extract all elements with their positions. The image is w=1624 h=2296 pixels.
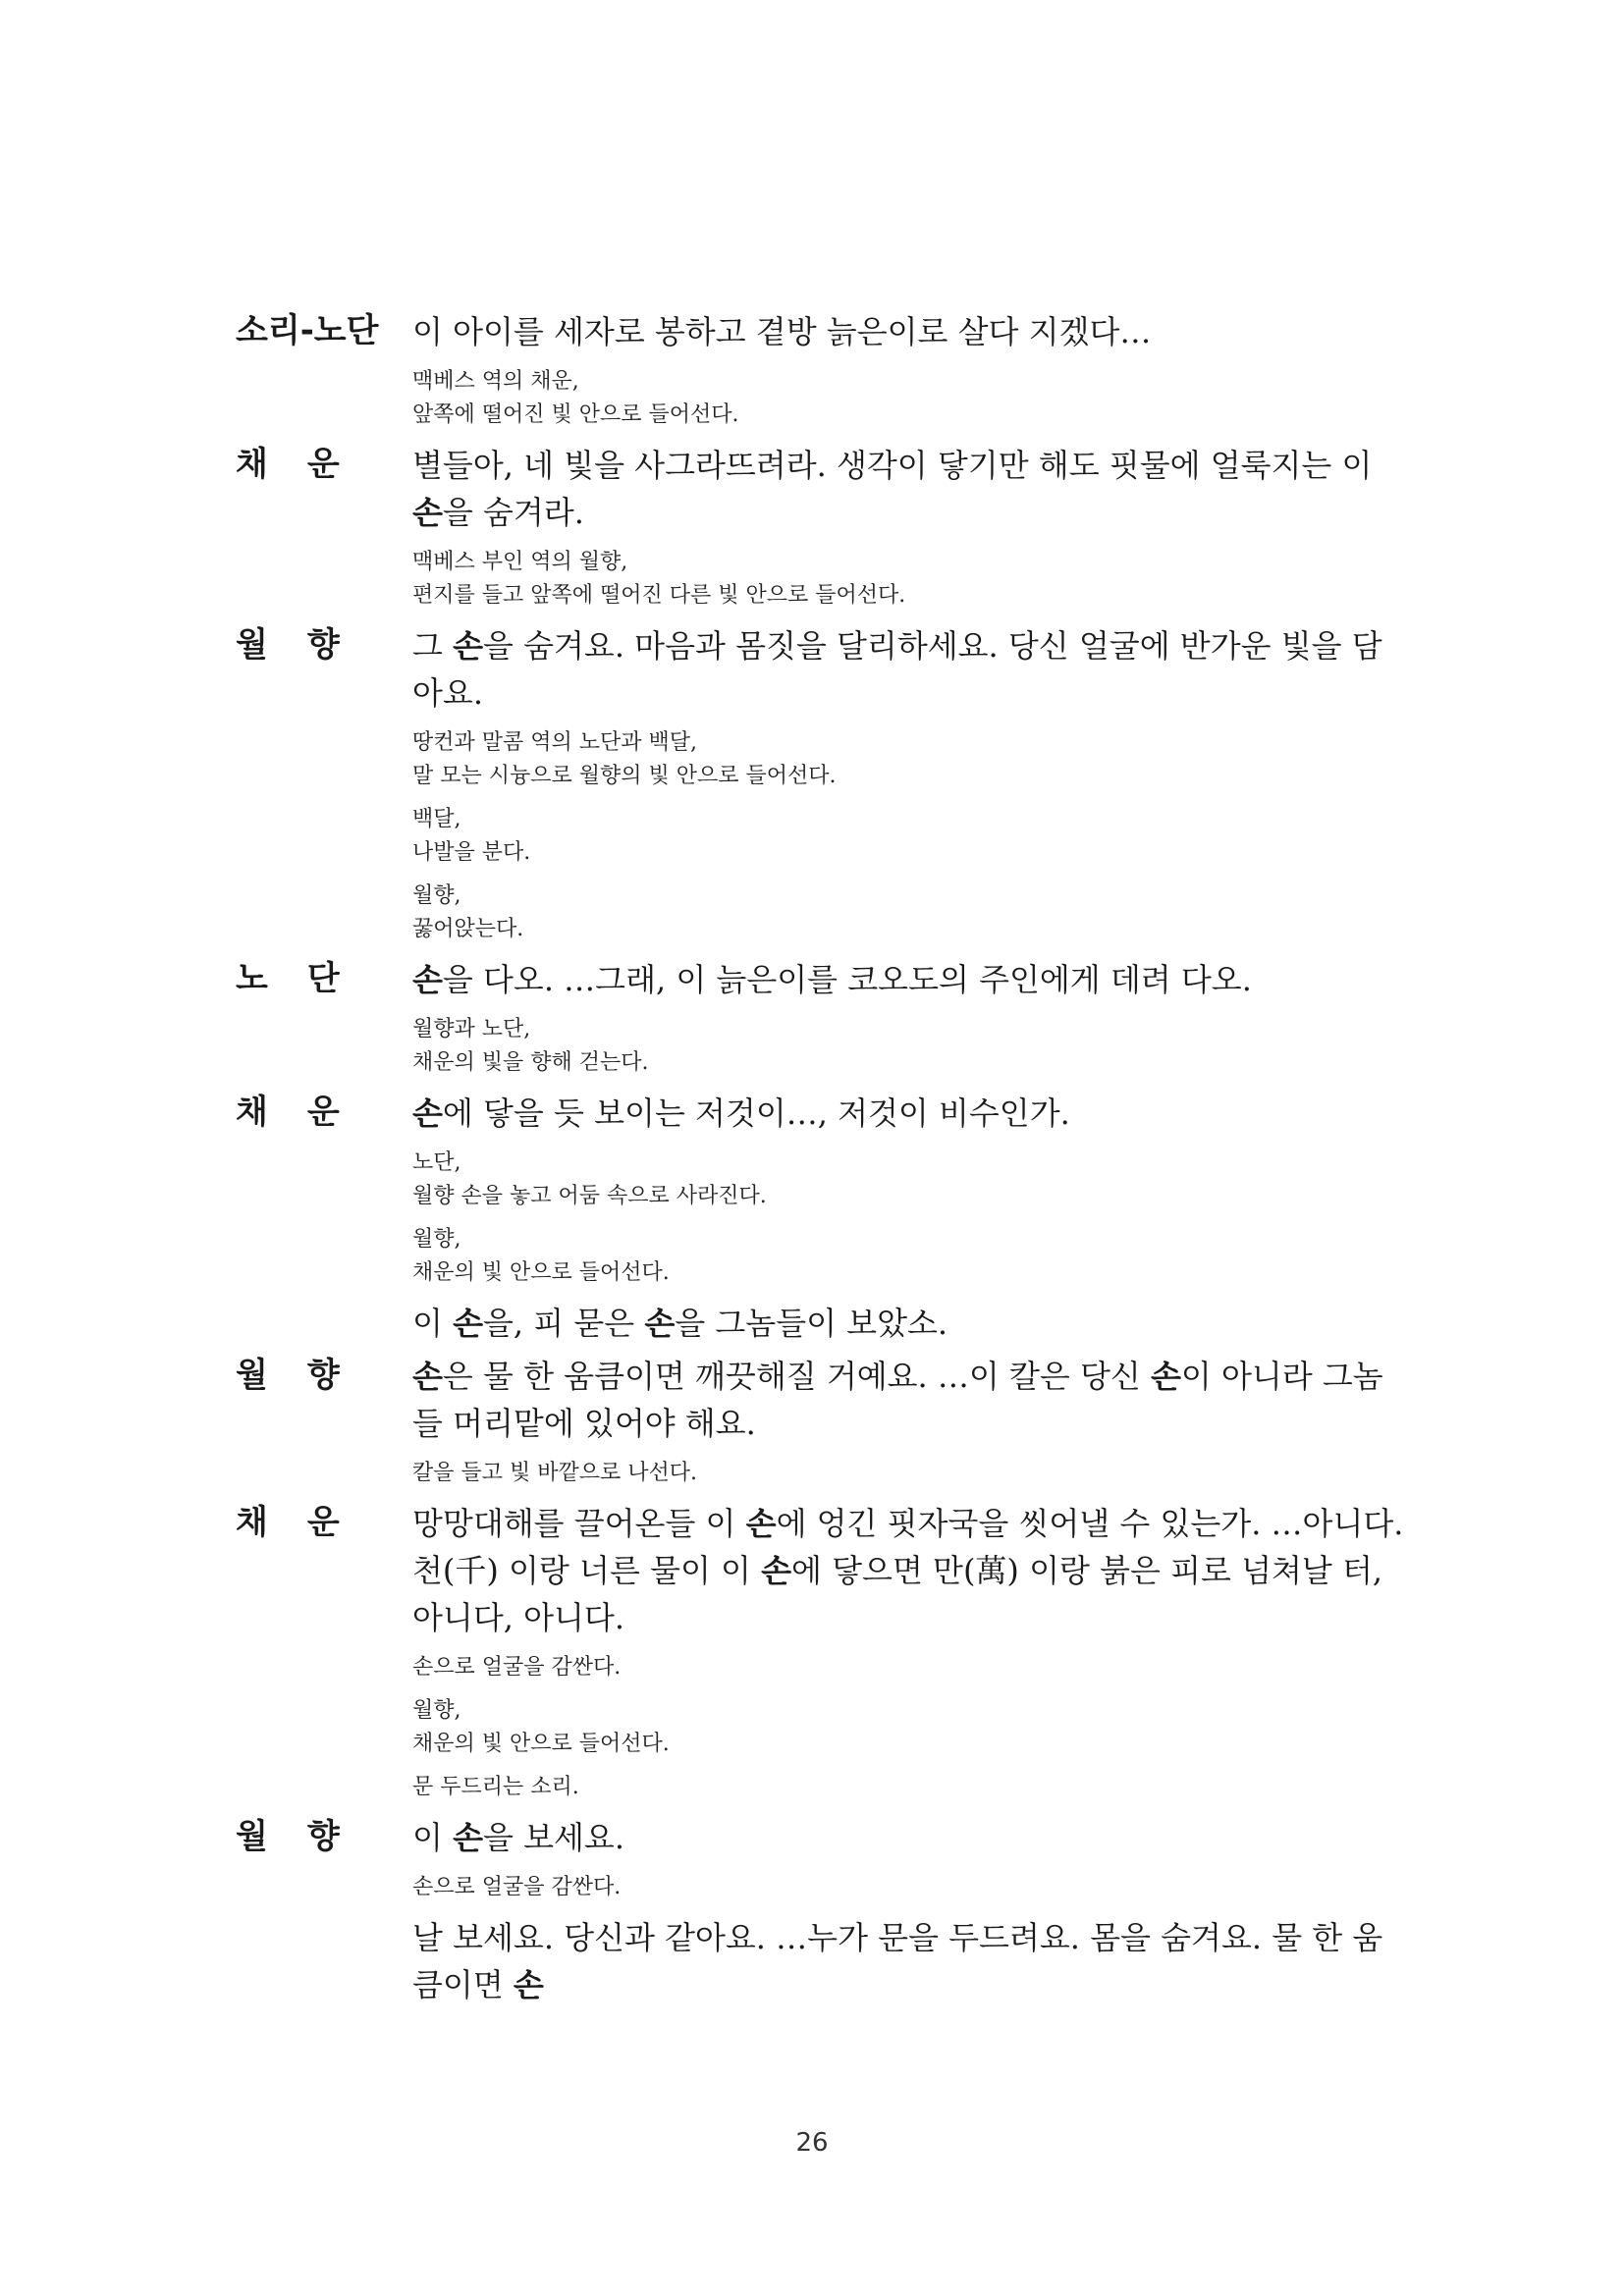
stage-direction-line: 맥베스 역의 채운, [412,369,579,394]
stage-direction-line: 꿇어앉는다. [412,917,524,941]
speaker-name: 채운 [236,445,379,484]
dialogue-line [236,308,1404,355]
speaker-name: 채운 [236,1503,379,1542]
dialogue-text: 그 손을 숨겨요. 마음과 몸짓을 달리하세요. 당신 얼굴에 반가운 빛을 담아요. [412,627,1382,712]
speaker-name: 월향 [236,1356,379,1395]
stage-direction [412,1694,1404,1761]
stage-direction-line: 앞쪽에 떨어진 빛 안으로 들어선다. [412,402,739,427]
dialogue-text: 손을 다오. …그래, 이 늙은이를 코오도의 주인에게 데려 다오. [412,961,1252,998]
stage-direction-line: 백달, [412,807,461,831]
dialogue-line [236,442,1404,536]
dialogue-text: 손에 닿을 듯 보이는 저것이…, 저것이 비수인가. [412,1095,1070,1132]
stage-direction-line: 말 모는 시늉으로 월향의 빛 안으로 들어선다. [412,764,837,788]
dialogue-line [236,956,1404,1003]
stage-direction-line: 편지를 들고 앞쪽에 떨어진 다른 빛 안으로 들어선다. [412,583,906,608]
stage-direction [412,546,1404,613]
stage-direction-line: 땅컨과 말콤 역의 노단과 백달, [412,730,697,755]
stage-direction [412,880,1404,946]
stage-direction [412,1223,1404,1290]
stage-direction-line: 월향과 노단, [412,1017,531,1041]
dialogue-text: 이 아이를 세자로 봉하고 곁방 늙은이로 살다 지겠다… [412,313,1152,350]
stage-direction [412,1147,1404,1213]
stage-direction-line: 노단, [412,1150,461,1175]
speaker-name: 노단 [236,959,379,998]
speaker-name: 채운 [236,1093,379,1132]
stage-direction-line: 채운의 빛 안으로 들어선다. [412,1732,670,1756]
stage-direction [412,1013,1404,1080]
stage-direction-line: 칼을 들고 빛 바깥으로 나선다. [412,1461,697,1485]
stage-direction [412,1457,1404,1490]
dialogue-line [236,1814,1404,1861]
stage-direction [412,365,1404,432]
speaker-name: 월향 [236,625,379,665]
stage-direction [412,726,1404,793]
dialogue-text: 이 손을 보세요. [412,1819,625,1856]
speaker-name: 월향 [236,1817,379,1856]
stage-direction [412,803,1404,870]
dialogue-line [236,1090,1404,1137]
dialogue-line [236,1500,1404,1641]
stage-direction-line: 손으로 얼굴을 감싼다. [412,1875,622,1899]
dialogue-line [236,622,1404,717]
stage-direction-line: 월향, [412,1698,461,1723]
stage-direction [412,1871,1404,1904]
stage-direction-line: 문 두드리는 소리. [412,1775,579,1799]
dialogue-continuation: 이 손을, 피 묻은 손을 그놈들이 보았소. [412,1305,948,1342]
speaker-name: 소리-노단 [236,311,379,350]
stage-direction-line: 채운의 빛을 향해 걷는다. [412,1050,649,1075]
stage-direction [412,1651,1404,1684]
dialogue-line [236,1353,1404,1447]
page-number: 26 [795,2128,829,2158]
stage-direction-line: 월향, [412,1227,461,1252]
dialogue-text: 망망대해를 끌어온들 이 손에 엉긴 핏자국을 씻어낼 수 있는가. …아니다. 천(千) 이랑 너른 물이 이 손에 닿으면 만(萬) 이랑 붉은 피로 넘쳐날 터, 아니다, 아니다. [412,1505,1404,1636]
dialogue-text: 손은 물 한 움큼이면 깨끗해질 거예요. …이 칼은 당신 손이 아니라 그놈들 머리맡에 있어야 해요. [412,1358,1383,1442]
dialogue-continuation: 날 보세요. 당신과 같아요. …누가 문을 두드려요. 몸을 숨겨요. 물 한 움큼이면 손 [412,1919,1383,2003]
stage-direction-line: 월향, [412,883,461,908]
script-body [236,302,1404,2008]
stage-direction [412,1771,1404,1804]
dialogue-text: 별들아, 네 빛을 사그라뜨려라. 생각이 닿기만 해도 핏물에 얼룩지는 이 손을 숨겨라. [412,447,1373,531]
stage-direction-line: 월향 손을 놓고 어둠 속으로 사라진다. [412,1184,767,1208]
stage-direction-line: 맥베스 부인 역의 월향, [412,550,628,574]
stage-direction-line: 나발을 분다. [412,840,531,865]
stage-direction-line: 손으로 얼굴을 감싼다. [412,1655,622,1680]
stage-direction-line: 채운의 빛 안으로 들어선다. [412,1260,670,1285]
